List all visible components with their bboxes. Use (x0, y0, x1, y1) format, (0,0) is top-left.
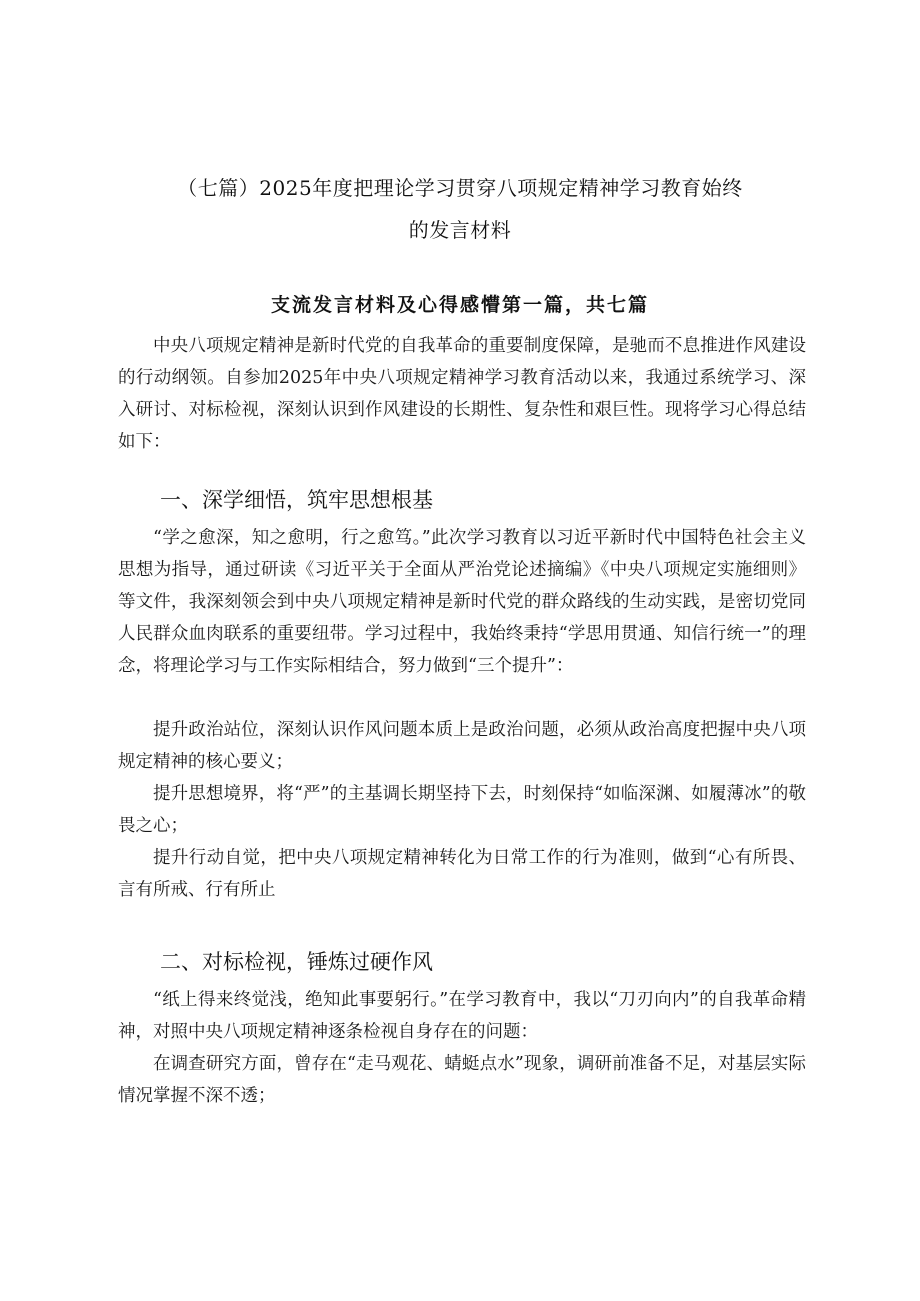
paragraph-political-stance: 提升政治站位，深刻认识作风问题本质上是政治问题，必须从政治高度把握中央八项规定精神的核心要义； (118, 720, 806, 772)
paragraph-self-examination: “纸上得来终觉浅，绝知此事要躬行。”在学习教育中，我以“刀刃向内”的自我革命精神，对照中央八项规定精神逐条检视自身存在的问题： (118, 990, 806, 1042)
section-heading-1: 一、深学细悟，筑牢思想根基 (160, 488, 433, 512)
section-heading-2: 二、对标检视，锤炼过硬作风 (160, 950, 433, 974)
document-title-line-1: （七篇）2025年度把理论学习贯穿八项规定精神学习教育始终 (177, 176, 743, 200)
document-title-line-2: 的发言材料 (408, 218, 512, 242)
document-subtitle: 支流发言材料及心得感懵第一篇，共七篇 (270, 294, 649, 316)
paragraph-study: “学之愈深，知之愈明，行之愈笃。”此次学习教育以习近平新时代中国特色社会主义思想为指导，通过研读《习近平关于全面从严治党论述摘编》《中央八项规定实施细则》等文件，我深刻领会到中央八项规定精神是新时代党的群众路线的生动实践，是密切党同人民群众血肉联系的重要纽带。学习过程中，我始终秉持“学思用贯通、知信行统一”的理念，将理论学习与工作实际相结合，努力做到“三个提升”： (118, 528, 806, 676)
paragraph-ideological-level: 提升思想境界，将“严”的主基调长期坚持下去，时刻保持“如临深渊、如履薄冰”的敬畏之心； (118, 784, 806, 836)
paragraph-intro: 中央八项规定精神是新时代党的自我革命的重要制度保障，是驰而不息推进作风建设的行动纲领。自参加2025年中央八项规定精神学习教育活动以来，我通过系统学习、深入研讨、对标检视，深刻认识到作风建设的长期性、复杂性和艰巨性。现将学习心得总结如下： (118, 336, 806, 452)
paragraph-action-awareness: 提升行动自觉，把中央八项规定精神转化为日常工作的行为准则，做到“心有所畏、言有所戒、行有所止 (118, 848, 806, 900)
paragraph-investigation: 在调查研究方面，曾存在“走马观花、蜻蜓点水”现象，调研前准备不足，对基层实际情况掌握不深不透； (118, 1054, 806, 1106)
